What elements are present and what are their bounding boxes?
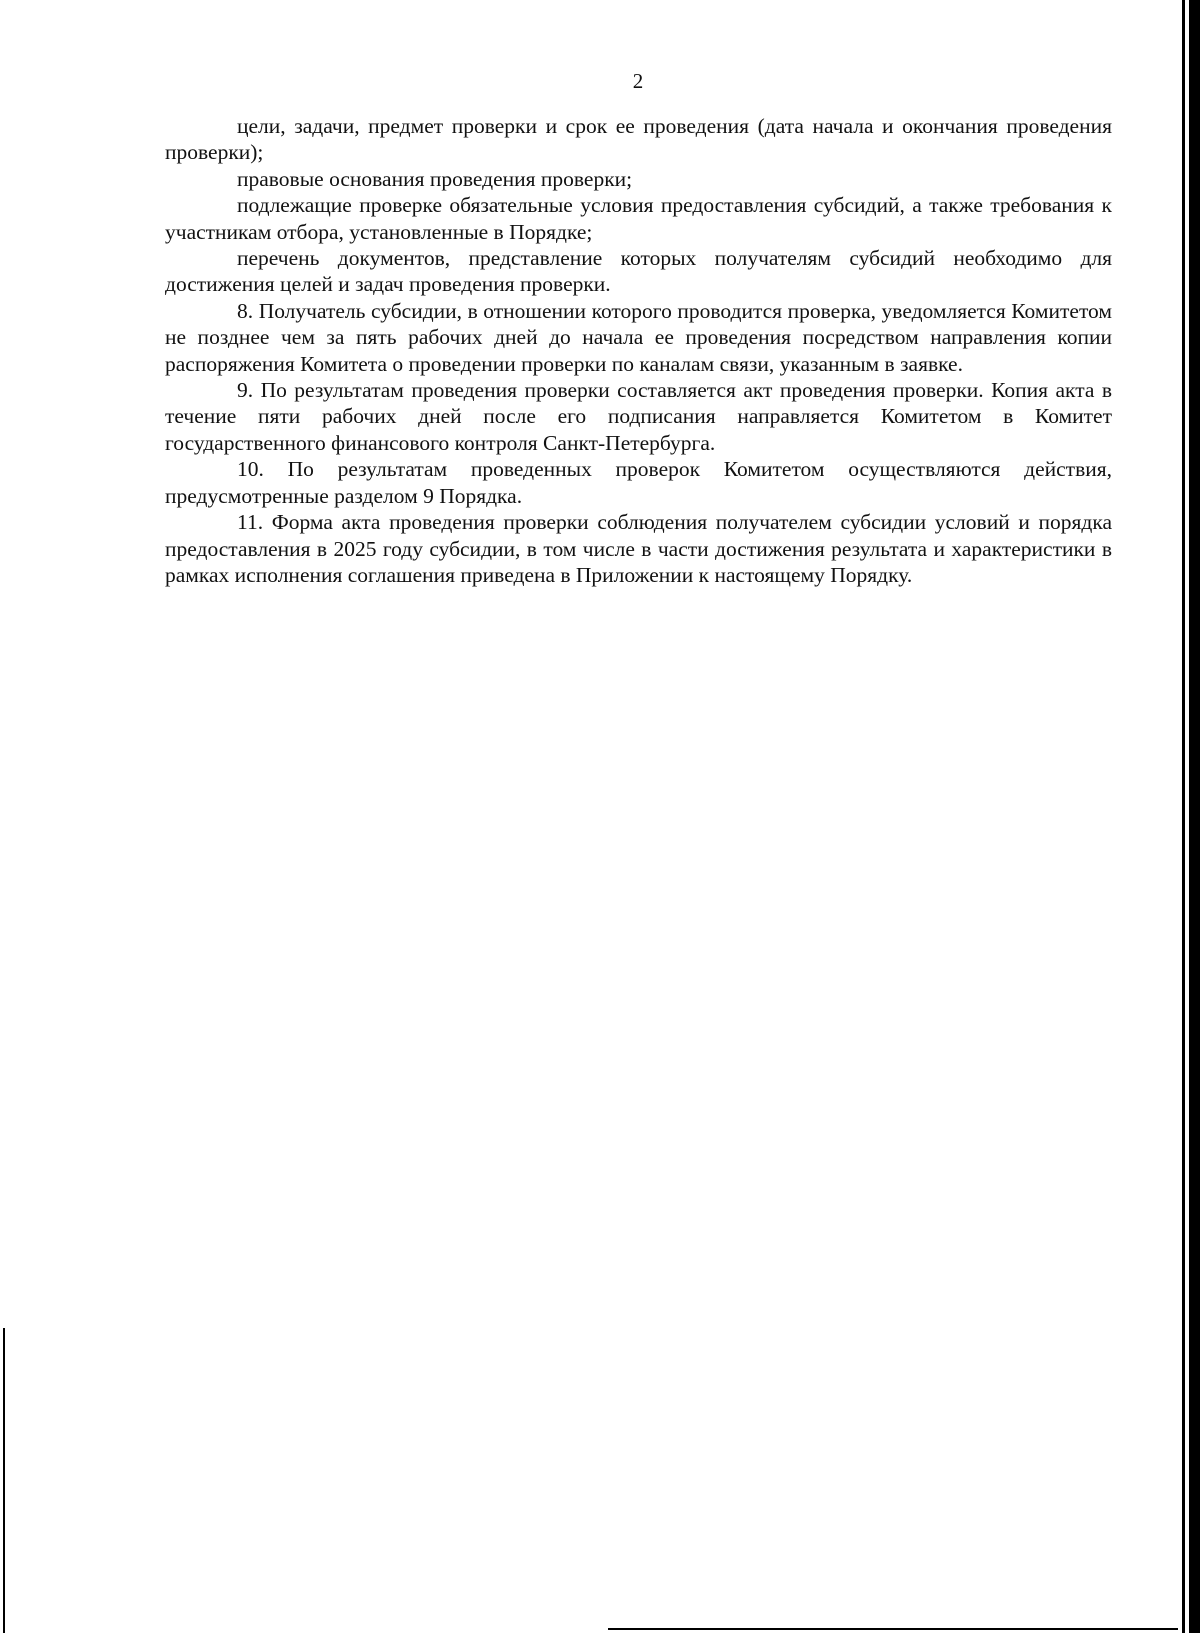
paragraph-conditions: подлежащие проверке обязательные условия предоставления субсидий, а также требования к участникам отбора, установленные в Порядке;: [165, 193, 1112, 244]
scan-edge-bottom: [608, 1628, 1178, 1630]
paragraph-item-10: 10. По результатам проведенных проверок Комитетом осуществляются действия, предусмотренные разделом 9 Порядка.: [165, 457, 1112, 508]
scan-edge-right-inner: [1182, 0, 1185, 1633]
paragraph-legal-basis: правовые основания проведения проверки;: [237, 166, 633, 191]
paragraph-documents: перечень документов, представление которых получателям субсидий необходимо для достижения целей и задач проведения проверки.: [165, 246, 1112, 297]
page-number: 2: [632, 69, 644, 93]
scan-edge-right: [1189, 0, 1200, 1633]
paragraph-item-8: 8. Получатель субсидии, в отношении которого проводится проверка, уведомляется Комитетом не позднее чем за пять рабочих дней до начала ее проведения посредством направления копии распоряжения Комитета о проведении проверки по каналам связи, указанным в заявке.: [165, 298, 1112, 376]
scan-edge-left: [3, 1328, 5, 1633]
paragraph-item-9: 9. По результатам проведения проверки составляется акт проведения проверки. Копия акта в течение пяти рабочих дней после его подписания направляется Комитетом в Комитет государственного финансового контроля Санкт-Петербурга.: [165, 378, 1112, 455]
paragraph-goals: цели, задачи, предмет проверки и срок ее проведения (дата начала и окончания проведения проверки);: [165, 114, 1112, 165]
paragraph-item-11: 11. Форма акта проведения проверки соблюдения получателем субсидии условий и порядка предоставления в 2025 году субсидии, в том числе в части достижения результата и характеристики в рамках исполнения соглашения приведена в Приложении к настоящему Порядку.: [165, 510, 1112, 587]
document-body: [165, 113, 1112, 588]
